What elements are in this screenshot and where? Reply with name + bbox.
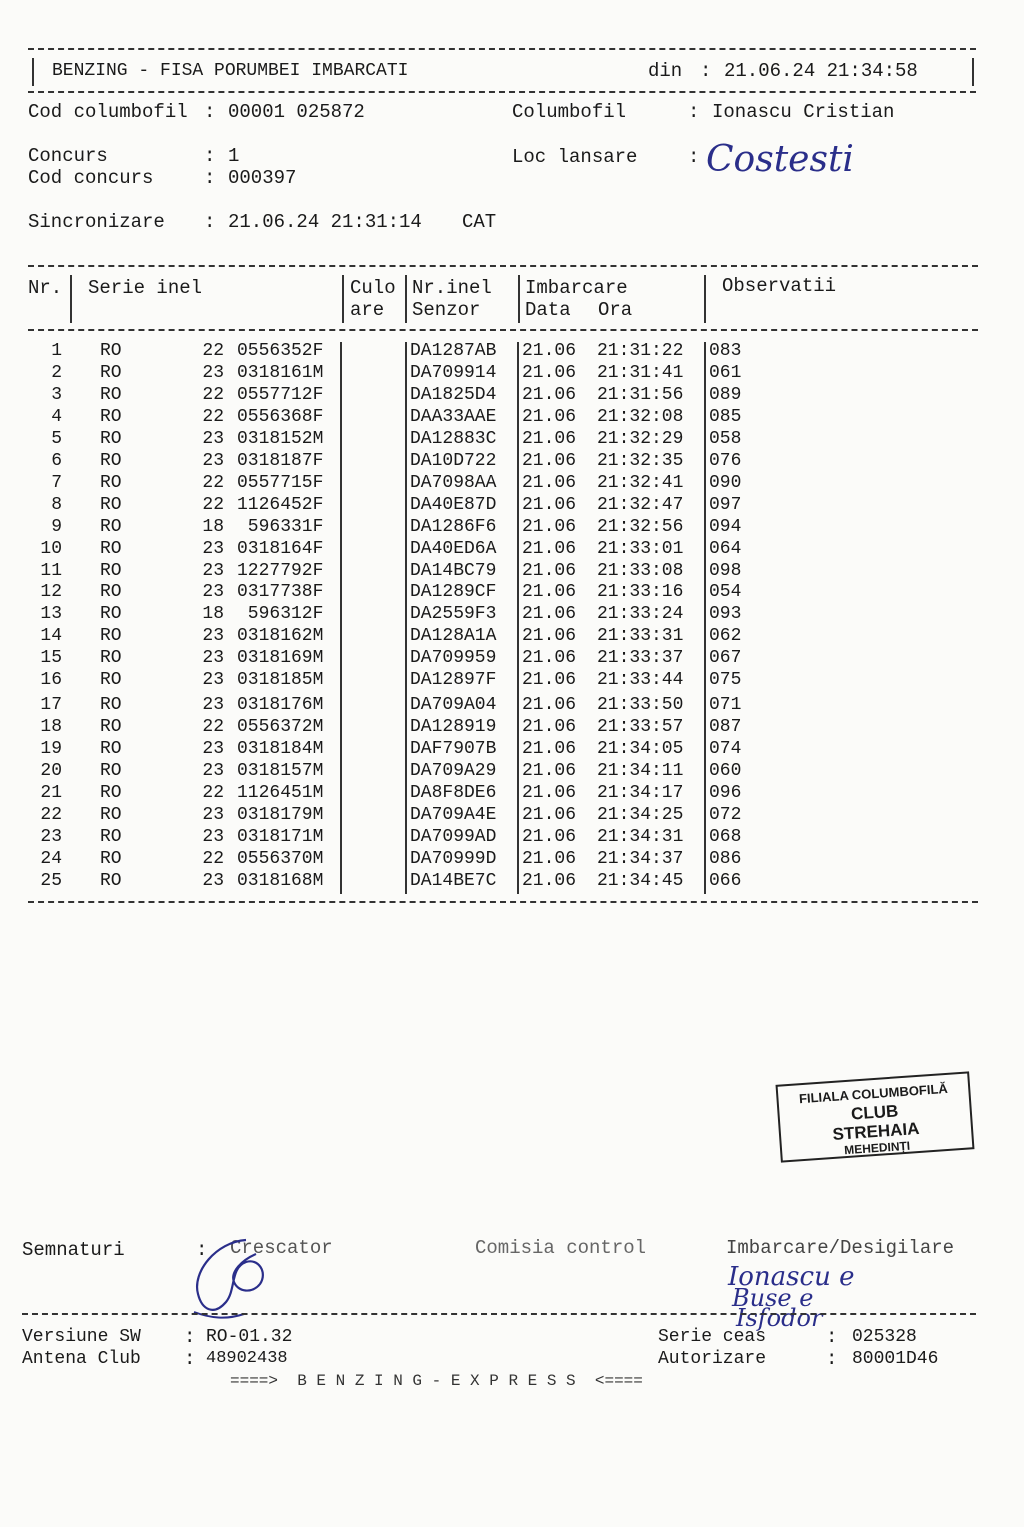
cell-data: 21.06: [522, 849, 577, 869]
table-row: [28, 849, 928, 871]
table-header-rule: [28, 329, 978, 331]
club-stamp: [776, 1071, 975, 1162]
cell-serie: 0318152M: [237, 429, 324, 449]
stamp-line-2: CLUB: [850, 1101, 899, 1124]
cell-tara: RO: [100, 827, 122, 847]
table-top-rule: [28, 265, 978, 267]
cell-ora: 21:32:47: [597, 495, 684, 515]
cell-tara: RO: [100, 761, 122, 781]
cell-serie: 596331F: [237, 517, 324, 537]
table-row: [28, 670, 928, 692]
col-divider-culoare: [405, 275, 407, 323]
cell-serie: 0556372M: [237, 717, 324, 737]
cell-senzor: DA1287AB: [410, 341, 497, 361]
cell-senzor: DA709A4E: [410, 805, 497, 825]
cell-ora: 21:32:41: [597, 473, 684, 493]
cell-observatii: 076: [709, 451, 742, 471]
cell-an: 18: [202, 517, 224, 537]
cell-nr: 1: [51, 341, 62, 361]
cell-nr: 6: [51, 451, 62, 471]
cell-observatii: 068: [709, 827, 742, 847]
cell-tara: RO: [100, 561, 122, 581]
cell-an: 23: [202, 561, 224, 581]
serie-ceas-label: Serie ceas: [658, 1327, 767, 1347]
cell-senzor: DA7099AD: [410, 827, 497, 847]
loc-lansare-label: Loc lansare: [512, 146, 638, 168]
handwritten-name-3: Isfodor: [736, 1304, 823, 1332]
cell-nr: 5: [51, 429, 62, 449]
cell-an: 22: [202, 473, 224, 493]
cell-observatii: 072: [709, 805, 742, 825]
cell-observatii: 087: [709, 717, 742, 737]
cell-an: 22: [202, 849, 224, 869]
cod-concurs-label: Cod concurs: [28, 167, 154, 189]
print-date-sep: :: [700, 60, 712, 82]
cell-serie: 0318187F: [237, 451, 324, 471]
cell-an: 22: [202, 783, 224, 803]
handwritten-name-2: Buse e: [732, 1284, 814, 1312]
cell-senzor: DAA33AAE: [410, 407, 497, 427]
table-row: [28, 648, 928, 670]
cell-nr: 9: [51, 517, 62, 537]
cell-nr: 11: [40, 561, 62, 581]
cell-data: 21.06: [522, 739, 577, 759]
col-header-observatii: Observatii: [722, 275, 837, 297]
cell-ora: 21:31:22: [597, 341, 684, 361]
cell-ora: 21:33:31: [597, 626, 684, 646]
cell-ora: 21:34:31: [597, 827, 684, 847]
cell-nr: 3: [51, 385, 62, 405]
print-date-label: din: [648, 60, 683, 82]
cell-ora: 21:33:16: [597, 582, 684, 602]
cell-senzor: DA1286F6: [410, 517, 497, 537]
cell-observatii: 062: [709, 626, 742, 646]
cell-data: 21.06: [522, 695, 577, 715]
cell-ora: 21:33:50: [597, 695, 684, 715]
cell-data: 21.06: [522, 451, 577, 471]
cell-tara: RO: [100, 539, 122, 559]
cell-senzor: DA10D722: [410, 451, 497, 471]
cell-tara: RO: [100, 451, 122, 471]
cell-serie: 0556352F: [237, 341, 324, 361]
cell-senzor: DA128919: [410, 717, 497, 737]
cell-tara: RO: [100, 695, 122, 715]
cell-data: 21.06: [522, 717, 577, 737]
table-row: [28, 761, 928, 783]
cell-serie: 0318168M: [237, 871, 324, 891]
cell-nr: 16: [40, 670, 62, 690]
cell-an: 23: [202, 695, 224, 715]
header-top-rule: [28, 48, 976, 50]
cell-observatii: 060: [709, 761, 742, 781]
cell-data: 21.06: [522, 517, 577, 537]
cell-nr: 17: [40, 695, 62, 715]
cell-ora: 21:32:29: [597, 429, 684, 449]
cell-observatii: 098: [709, 561, 742, 581]
cell-ora: 21:32:08: [597, 407, 684, 427]
cell-observatii: 089: [709, 385, 742, 405]
cell-data: 21.06: [522, 495, 577, 515]
cell-an: 23: [202, 451, 224, 471]
cell-nr: 8: [51, 495, 62, 515]
cod-columbofil-label: Cod columbofil: [28, 101, 188, 123]
handwritten-name-1: Ionascu e: [728, 1262, 855, 1292]
autorizare-label: Autorizare: [658, 1349, 767, 1369]
cell-data: 21.06: [522, 604, 577, 624]
cell-an: 23: [202, 761, 224, 781]
table-row: [28, 517, 928, 539]
header-bottom-rule: [28, 91, 976, 93]
cell-an: 23: [202, 805, 224, 825]
cell-serie: 0318164F: [237, 539, 324, 559]
cell-senzor: DAF7907B: [410, 739, 497, 759]
table-row: [28, 805, 928, 827]
col-header-culoare-1: Culo: [350, 277, 396, 299]
cell-ora: 21:33:57: [597, 717, 684, 737]
col-header-data: Data: [525, 299, 571, 321]
cell-senzor: DA1289CF: [410, 582, 497, 602]
columbofil-label: Columbofil: [512, 101, 627, 123]
cell-data: 21.06: [522, 561, 577, 581]
table-row: [28, 407, 928, 429]
signature-imbarcare-label: Imbarcare/Desigilare: [726, 1237, 955, 1259]
cell-nr: 24: [40, 849, 62, 869]
cell-serie: 0556368F: [237, 407, 324, 427]
columbofil-sep: :: [688, 101, 700, 123]
table-row: [28, 695, 928, 717]
cell-an: 23: [202, 582, 224, 602]
cell-data: 21.06: [522, 407, 577, 427]
cell-data: 21.06: [522, 385, 577, 405]
cell-ora: 21:34:05: [597, 739, 684, 759]
cell-tara: RO: [100, 385, 122, 405]
table-row: [28, 341, 928, 363]
cell-ora: 21:31:41: [597, 363, 684, 383]
cell-nr: 19: [40, 739, 62, 759]
cell-an: 22: [202, 495, 224, 515]
signature-crescator-label: Crescator: [230, 1237, 333, 1259]
cell-an: 23: [202, 626, 224, 646]
cell-data: 21.06: [522, 429, 577, 449]
cell-data: 21.06: [522, 761, 577, 781]
cell-an: 23: [202, 429, 224, 449]
cell-tara: RO: [100, 783, 122, 803]
table-row: [28, 717, 928, 739]
cell-senzor: DA7098AA: [410, 473, 497, 493]
cell-tara: RO: [100, 363, 122, 383]
cell-an: 23: [202, 363, 224, 383]
cell-nr: 10: [40, 539, 62, 559]
cell-ora: 21:33:44: [597, 670, 684, 690]
cell-an: 22: [202, 717, 224, 737]
cell-ora: 21:34:37: [597, 849, 684, 869]
col-header-nr-inel-1: Nr.inel: [412, 277, 492, 299]
cell-data: 21.06: [522, 539, 577, 559]
serie-ceas-value: 025328: [852, 1327, 917, 1347]
col-divider-senzor: [518, 275, 520, 323]
cell-senzor: DA40ED6A: [410, 539, 497, 559]
cell-tara: RO: [100, 871, 122, 891]
cell-data: 21.06: [522, 827, 577, 847]
antena-sep: :: [184, 1348, 196, 1370]
cell-data: 21.06: [522, 783, 577, 803]
cell-ora: 21:31:56: [597, 385, 684, 405]
cell-senzor: DA8F8DE6: [410, 783, 497, 803]
cell-senzor: DA709959: [410, 648, 497, 668]
cell-observatii: 064: [709, 539, 742, 559]
cell-ora: 21:34:25: [597, 805, 684, 825]
cell-tara: RO: [100, 473, 122, 493]
cell-nr: 23: [40, 827, 62, 847]
cell-tara: RO: [100, 582, 122, 602]
signatures-label: Semnaturi: [22, 1239, 125, 1261]
cell-tara: RO: [100, 648, 122, 668]
signature-comisia-label: Comisia control: [475, 1237, 647, 1259]
antena-label: Antena Club: [22, 1349, 141, 1369]
cell-an: 23: [202, 648, 224, 668]
table-row: [28, 363, 928, 385]
cell-serie: 0318161M: [237, 363, 324, 383]
cell-observatii: 083: [709, 341, 742, 361]
cell-nr: 25: [40, 871, 62, 891]
cell-serie: 0557712F: [237, 385, 324, 405]
cell-an: 23: [202, 539, 224, 559]
header-right-bar: [972, 58, 974, 86]
table-bottom-rule: [28, 901, 978, 903]
cell-ora: 21:33:08: [597, 561, 684, 581]
versiune-value: RO-01.32: [206, 1327, 293, 1347]
cell-serie: 0556370M: [237, 849, 324, 869]
cell-observatii: 058: [709, 429, 742, 449]
table-row: [28, 739, 928, 761]
cell-observatii: 096: [709, 783, 742, 803]
cell-senzor: DA40E87D: [410, 495, 497, 515]
cell-data: 21.06: [522, 363, 577, 383]
sincronizare-zone: CAT: [462, 211, 497, 233]
col-header-nr: Nr.: [28, 277, 63, 299]
cell-tara: RO: [100, 429, 122, 449]
cell-serie: 0318185M: [237, 670, 324, 690]
signatures-sep: :: [196, 1239, 208, 1261]
cell-observatii: 074: [709, 739, 742, 759]
cell-data: 21.06: [522, 473, 577, 493]
table-row: [28, 582, 928, 604]
col-header-imbarcare: Imbarcare: [525, 277, 628, 299]
cod-columbofil-value: 00001 025872: [228, 101, 365, 123]
cell-senzor: DA709A29: [410, 761, 497, 781]
cell-data: 21.06: [522, 648, 577, 668]
cell-observatii: 061: [709, 363, 742, 383]
col-header-culoare-2: are: [350, 299, 385, 321]
antena-value: 48902438: [206, 1349, 288, 1368]
cell-senzor: DA12883C: [410, 429, 497, 449]
cell-an: 22: [202, 407, 224, 427]
table-row: [28, 827, 928, 849]
cell-tara: RO: [100, 717, 122, 737]
col-divider-imbarcare: [704, 275, 706, 323]
cell-data: 21.06: [522, 805, 577, 825]
concurs-sep: :: [204, 145, 216, 167]
cell-senzor: DA709914: [410, 363, 497, 383]
cell-observatii: 085: [709, 407, 742, 427]
cod-concurs-sep: :: [204, 167, 216, 189]
cell-serie: 1126452F: [237, 495, 324, 515]
cell-nr: 22: [40, 805, 62, 825]
cell-senzor: DA128A1A: [410, 626, 497, 646]
cell-tara: RO: [100, 739, 122, 759]
cod-columbofil-sep: :: [204, 101, 216, 123]
header-left-bar: [32, 58, 34, 86]
sincronizare-label: Sincronizare: [28, 211, 165, 233]
cell-tara: RO: [100, 341, 122, 361]
cell-an: 23: [202, 871, 224, 891]
cell-ora: 21:34:45: [597, 871, 684, 891]
cell-serie: 0318184M: [237, 739, 324, 759]
table-row: [28, 539, 928, 561]
cell-tara: RO: [100, 670, 122, 690]
loc-lansare-value: Costesti: [706, 139, 854, 180]
cell-senzor: DA709A04: [410, 695, 497, 715]
cell-nr: 21: [40, 783, 62, 803]
col-header-serie-inel: Serie inel: [88, 277, 203, 299]
cell-serie: 1227792F: [237, 561, 324, 581]
cell-ora: 21:33:37: [597, 648, 684, 668]
footer-top-rule: [22, 1313, 976, 1315]
cell-tara: RO: [100, 849, 122, 869]
cell-observatii: 067: [709, 648, 742, 668]
table-row: [28, 429, 928, 451]
cell-serie: 1126451M: [237, 783, 324, 803]
stamp-line-1: FILIALA COLUMBOFILĂ: [798, 1080, 949, 1107]
cell-ora: 21:33:01: [597, 539, 684, 559]
cell-tara: RO: [100, 805, 122, 825]
cell-nr: 14: [40, 626, 62, 646]
cell-observatii: 093: [709, 604, 742, 624]
col-header-nr-inel-2: Senzor: [412, 299, 481, 321]
cell-serie: 0318169M: [237, 648, 324, 668]
print-date-value: 21.06.24 21:34:58: [724, 60, 918, 82]
cell-serie: 0318171M: [237, 827, 324, 847]
cell-senzor: DA70999D: [410, 849, 497, 869]
autorizare-value: 80001D46: [852, 1349, 939, 1369]
table-row: [28, 783, 928, 805]
cell-senzor: DA12897F: [410, 670, 497, 690]
cell-an: 22: [202, 385, 224, 405]
cell-nr: 13: [40, 604, 62, 624]
sincronizare-value: 21.06.24 21:31:14: [228, 211, 422, 233]
stamp-line-4: MEHEDINȚI: [843, 1138, 911, 1158]
cell-nr: 7: [51, 473, 62, 493]
cell-senzor: DA14BE7C: [410, 871, 497, 891]
versiune-label: Versiune SW: [22, 1327, 141, 1347]
cod-concurs-value: 000397: [228, 167, 297, 189]
loc-lansare-sep: :: [688, 146, 700, 168]
cell-observatii: 090: [709, 473, 742, 493]
col-header-ora: Ora: [598, 299, 633, 321]
cell-an: 23: [202, 827, 224, 847]
cell-ora: 21:32:35: [597, 451, 684, 471]
cell-observatii: 094: [709, 517, 742, 537]
cell-observatii: 075: [709, 670, 742, 690]
sincronizare-sep: :: [204, 211, 216, 233]
cell-data: 21.06: [522, 582, 577, 602]
cell-observatii: 066: [709, 871, 742, 891]
cell-ora: 21:34:17: [597, 783, 684, 803]
concurs-value: 1: [228, 145, 240, 167]
cell-nr: 12: [40, 582, 62, 602]
cell-an: 22: [202, 341, 224, 361]
table-row: [28, 473, 928, 495]
benzing-express-banner: ====> B E N Z I N G - E X P R E S S <====: [230, 1372, 643, 1390]
cell-tara: RO: [100, 407, 122, 427]
cell-nr: 15: [40, 648, 62, 668]
table-row: [28, 626, 928, 648]
serie-ceas-sep: :: [826, 1326, 838, 1348]
cell-data: 21.06: [522, 871, 577, 891]
cell-an: 23: [202, 670, 224, 690]
cell-tara: RO: [100, 626, 122, 646]
col-divider-nr: [70, 275, 72, 323]
versiune-sep: :: [184, 1326, 196, 1348]
cell-tara: RO: [100, 495, 122, 515]
cell-an: 23: [202, 739, 224, 759]
cell-an: 18: [202, 604, 224, 624]
cell-nr: 4: [51, 407, 62, 427]
col-divider-serie: [342, 275, 344, 323]
cell-senzor: DA2559F3: [410, 604, 497, 624]
columbofil-value: Ionascu Cristian: [712, 101, 895, 123]
cell-nr: 18: [40, 717, 62, 737]
crescator-signature-scribble: [186, 1232, 282, 1324]
cell-serie: 0318176M: [237, 695, 324, 715]
cell-ora: 21:34:11: [597, 761, 684, 781]
stamp-line-3: STREHAIA: [832, 1118, 921, 1144]
cell-observatii: 086: [709, 849, 742, 869]
concurs-label: Concurs: [28, 145, 108, 167]
cell-serie: 0318179M: [237, 805, 324, 825]
cell-observatii: 054: [709, 582, 742, 602]
cell-senzor: DA1825D4: [410, 385, 497, 405]
cell-nr: 20: [40, 761, 62, 781]
table-row: [28, 604, 928, 626]
cell-tara: RO: [100, 604, 122, 624]
cell-nr: 2: [51, 363, 62, 383]
table-row: [28, 495, 928, 517]
cell-serie: 0317738F: [237, 582, 324, 602]
autorizare-sep: :: [826, 1348, 838, 1370]
cell-serie: 0318157M: [237, 761, 324, 781]
cell-serie: 0318162M: [237, 626, 324, 646]
document-title: BENZING - FISA PORUMBEI IMBARCATI: [52, 61, 409, 81]
cell-serie: 0557715F: [237, 473, 324, 493]
cell-observatii: 097: [709, 495, 742, 515]
cell-ora: 21:32:56: [597, 517, 684, 537]
cell-observatii: 071: [709, 695, 742, 715]
cell-data: 21.06: [522, 670, 577, 690]
cell-serie: 596312F: [237, 604, 324, 624]
cell-tara: RO: [100, 517, 122, 537]
cell-senzor: DA14BC79: [410, 561, 497, 581]
table-row: [28, 385, 928, 407]
cell-data: 21.06: [522, 626, 577, 646]
table-row: [28, 871, 928, 893]
cell-data: 21.06: [522, 341, 577, 361]
table-row: [28, 451, 928, 473]
cell-ora: 21:33:24: [597, 604, 684, 624]
table-row: [28, 561, 928, 583]
